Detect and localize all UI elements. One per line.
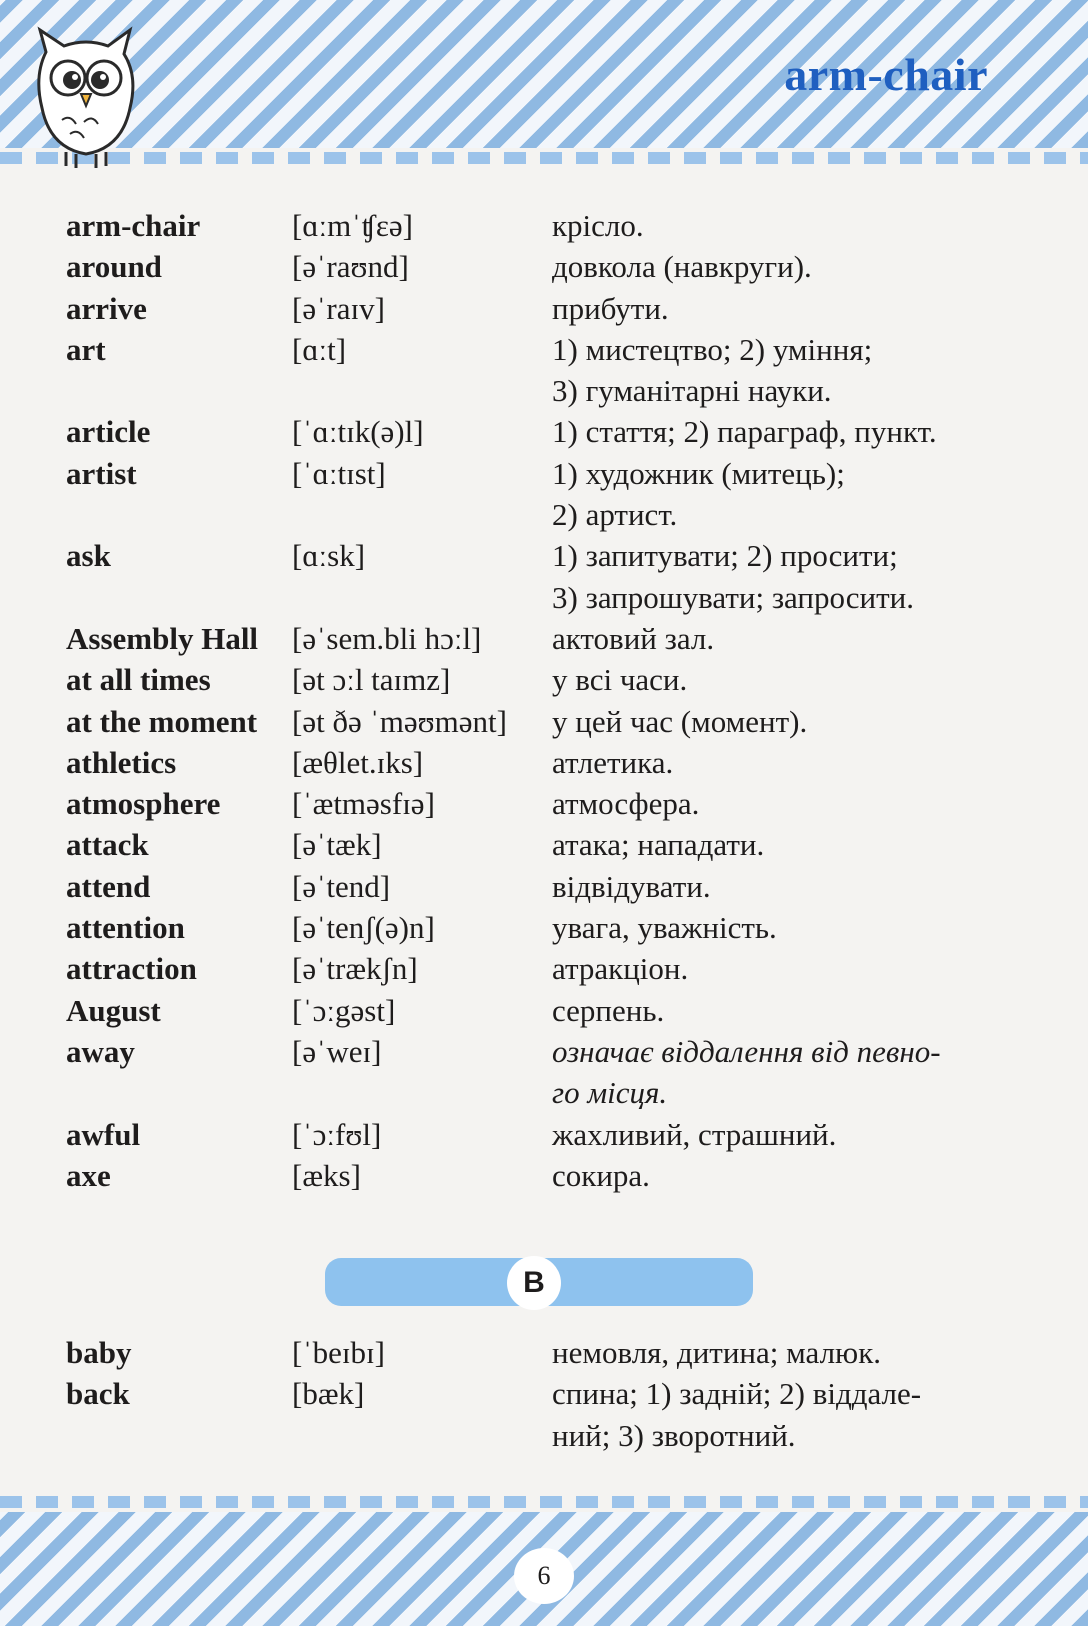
dictionary-entry [0,948,1088,989]
definition-line: атака; нападати. [552,827,765,863]
dictionary-entry [0,535,1088,618]
transcription: [əˈtenʃ(ə)n] [292,910,435,946]
definition-line: крісло. [552,208,644,243]
dictionary-entry [0,329,1088,412]
bottom-dash-divider [0,1496,1088,1508]
entry-list-a [0,205,1088,1196]
headword: back [66,1376,130,1412]
headword: at all times [66,662,211,698]
transcription: [ˈætməsfɪə] [292,786,435,822]
definition [552,659,687,700]
definition [552,205,644,246]
transcription: [ˈɔːgəst] [292,992,396,1028]
headword: attraction [66,951,197,987]
definition-line: відвідувати. [552,868,711,904]
dictionary-entry [0,1155,1088,1196]
transcription: [əˈtæk] [292,827,382,863]
headword: Assembly Hall [66,620,259,656]
headword: attack [66,827,149,863]
headword: at the moment [66,703,258,739]
definition-line: ний; 3) зворотний. [552,1417,796,1453]
definition [552,1155,650,1196]
definition [552,866,711,907]
definition [552,411,937,452]
definition [552,288,669,329]
definition-line: 2) артист. [552,497,678,533]
headword: arrive [66,290,147,326]
definition [552,1031,941,1114]
definition-line: 3) запрошувати; запросити. [552,579,915,615]
definition [552,618,714,659]
dictionary-entry [0,701,1088,742]
transcription: [ɑːsk] [292,538,366,574]
definition-line: у всі часи. [552,662,688,698]
headword: arm-chair [66,208,201,243]
dictionary-entry [0,205,1088,246]
top-dash-divider [0,152,1088,164]
headword: art [66,331,106,367]
transcription: [ˈɑːtɪst] [292,455,386,491]
transcription: [ət ɔːl taɪmz] [292,662,451,698]
definition [552,1332,881,1373]
guide-word: arm-chair [784,49,988,100]
transcription: [bæk] [292,1376,365,1412]
definition-line: атракціон. [552,951,689,987]
transcription: [ɑːt] [292,331,347,367]
definition-line: у цей час (момент). [552,703,808,739]
dictionary-entry [0,783,1088,824]
definition-line: актовий зал. [552,620,715,656]
definition [552,990,664,1031]
transcription: [æks] [292,1157,361,1193]
transcription: [əˈraʊnd] [292,249,409,285]
transcription: [æθlet.ɪks] [292,744,424,780]
definition [552,1373,921,1456]
headword: article [66,414,151,450]
headword: away [66,1033,135,1069]
dictionary-entry [0,907,1088,948]
definition-line: 1) запитувати; 2) просити; [552,538,898,574]
headword: baby [66,1335,132,1370]
definition-line: 1) стаття; 2) параграф, пункт. [552,414,937,450]
headword: awful [66,1116,141,1152]
transcription: [əˈsem.bli hɔːl] [292,620,482,656]
headword: attention [66,910,185,946]
definition [552,246,812,287]
dictionary-entry [0,990,1088,1031]
transcription: [əˈtend] [292,868,391,904]
dictionary-entry [0,411,1088,452]
headword: ask [66,538,111,574]
definition-line: сокира. [552,1157,650,1193]
dictionary-entry [0,1114,1088,1155]
definition-line: прибути. [552,290,669,326]
definition-line: атмосфера. [552,786,700,822]
transcription: [əˈraɪv] [292,290,385,326]
definition [552,1114,836,1155]
transcription: [ət ðə ˈməʊmənt] [292,703,507,739]
definition [552,329,872,412]
definition [552,783,699,824]
transcription: [ˈbeɪbɪ] [292,1335,385,1370]
headword: around [66,249,162,285]
definition [552,948,688,989]
definition-line: увага, уважність. [552,910,777,946]
definition-line: го місця. [552,1075,668,1111]
owl-icon [26,24,146,174]
definition-line: довкола (навкруги). [552,249,812,285]
definition-line: жахливий, страшний. [552,1116,837,1152]
definition-line: серпень. [552,992,665,1028]
definition-line: немовля, дитина; малюк. [552,1335,882,1370]
headword: athletics [66,744,177,780]
headword: August [66,992,161,1028]
dictionary-entry [0,1031,1088,1114]
transcription: [əˈweɪ] [292,1033,382,1069]
definition [552,824,764,865]
dictionary-entry [0,618,1088,659]
dictionary-entry [0,288,1088,329]
definition-line: означає віддалення від певно- [552,1033,941,1069]
section-letter: B [507,1256,561,1310]
definition [552,701,807,742]
definition-line: атлетика. [552,744,674,780]
dictionary-entry [0,1332,1088,1373]
definition-line: спина; 1) задній; 2) віддале- [552,1376,922,1412]
dictionary-entry [0,866,1088,907]
transcription: [əˈtrækʃn] [292,951,418,987]
definition [552,453,845,536]
dictionary-entry [0,453,1088,536]
dictionary-entry [0,246,1088,287]
dictionary-entry [0,824,1088,865]
headword: axe [66,1157,111,1193]
entry-list-b [0,1332,1088,1456]
definition-line: 3) гуманітарні науки. [552,373,832,409]
transcription: [ˈɑːtɪk(ə)l] [292,414,424,450]
dictionary-entry [0,659,1088,700]
definition [552,535,914,618]
dictionary-entry [0,1373,1088,1456]
headword: attend [66,868,151,904]
definition-line: 1) художник (митець); [552,455,845,491]
dictionary-entry [0,742,1088,783]
headword: artist [66,455,137,491]
definition [552,742,673,783]
transcription: [ɑːmˈʧɛə] [292,208,413,243]
headword: atmosphere [66,786,221,822]
definition [552,907,777,948]
transcription: [ˈɔːfʊl] [292,1116,382,1152]
definition-line: 1) мистецтво; 2) уміння; [552,331,873,367]
page-number: 6 [514,1548,574,1604]
